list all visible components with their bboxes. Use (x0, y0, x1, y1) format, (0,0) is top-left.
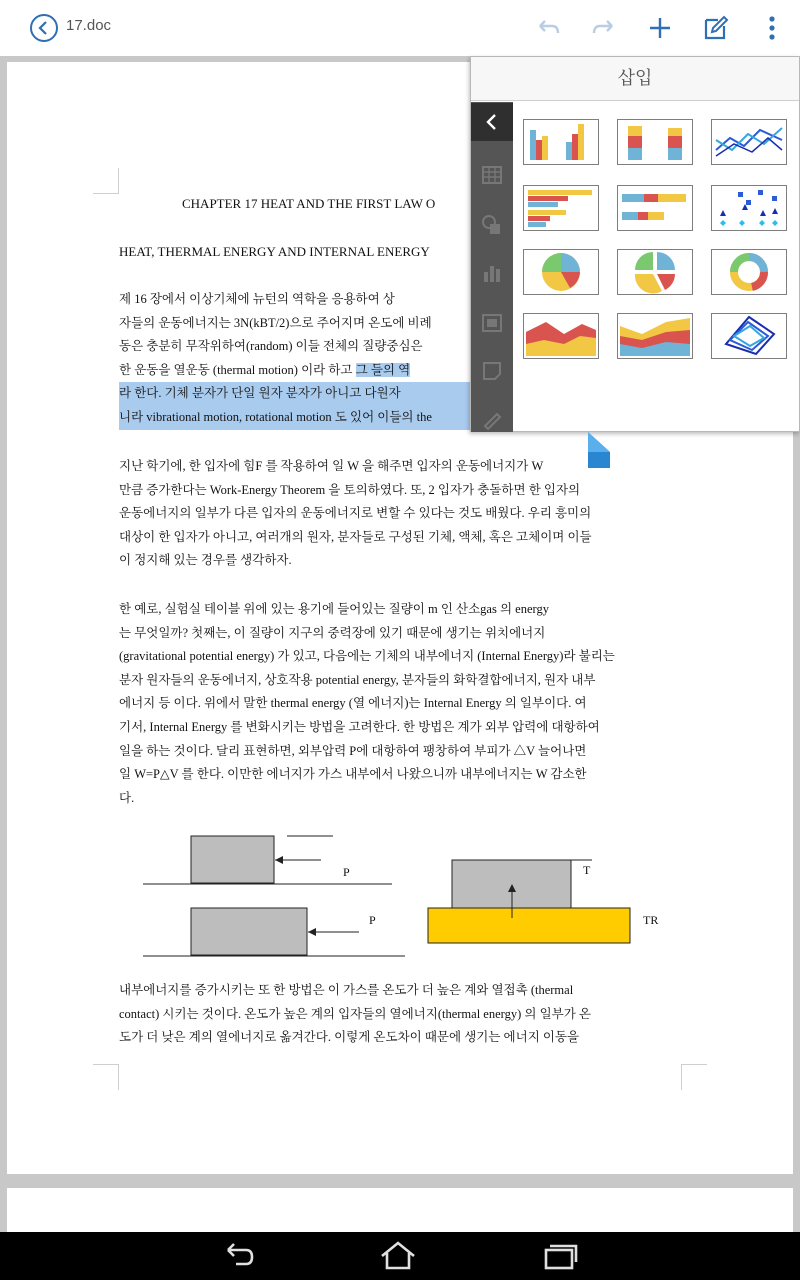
text-line: 만큼 증가한다는 Work-Energy Theorem 을 토의하였다. 또, 2 입자가 충돌하면 한 입자의 (119, 482, 581, 497)
add-icon[interactable] (644, 12, 676, 44)
redo-icon[interactable] (588, 12, 620, 44)
exploded-pie-chart-option[interactable] (617, 249, 693, 295)
selected-text-line[interactable]: 라 한다. 기체 분자가 단일 원자 분자가 아니고 다원자 (119, 382, 685, 406)
line-chart-option[interactable] (711, 119, 787, 165)
column-chart-option[interactable] (523, 119, 599, 165)
video-icon[interactable] (479, 310, 505, 336)
gas-box-top (191, 836, 274, 883)
selection-handle[interactable] (586, 432, 612, 472)
text-line: 는 무엇일까? 첫째는, 이 질량이 지구의 중력장에 있기 때문에 생기는 위치에너지 (119, 625, 546, 640)
stacked-bar-chart-option[interactable] (617, 185, 693, 231)
margin-corner-top-left (93, 168, 119, 194)
memo-icon[interactable] (479, 358, 505, 384)
document-title: 17.doc (66, 17, 112, 34)
text-line: contact) 시키는 것이다. 온도가 높은 계의 입자들의 열에너지(thermal energy) 의 일부가 온 (119, 1006, 591, 1021)
reservoir-temperature-label: TR (643, 913, 659, 927)
edit-icon[interactable] (700, 12, 732, 44)
pressure-label-top: P (343, 865, 350, 879)
insert-panel (470, 56, 800, 432)
doughnut-chart-option[interactable] (711, 249, 787, 295)
section-heading: HEAT, THERMAL ENERGY AND INTERNAL ENERGY (119, 244, 430, 259)
text-line: 일 W=P△V 를 한다. 이만한 에너지가 가스 내부에서 나왔으니까 내부에너지는 W 감소한 (119, 767, 587, 782)
insert-panel-title: 삽입 (471, 57, 799, 101)
top-app-bar (0, 0, 800, 56)
back-arrow-icon[interactable] (471, 103, 513, 141)
text-line: 도가 더 낮은 계의 열에너지로 옮겨간다. 이렇게 온도차이 때문에 생기는 에너지 이동을 (119, 1030, 580, 1045)
thermodynamics-diagram (137, 830, 697, 960)
margin-corner-bottom-left (93, 1064, 119, 1090)
more-vert-icon[interactable] (756, 12, 788, 44)
arrowhead-bottom (308, 928, 316, 936)
nav-back-icon[interactable] (218, 1240, 258, 1272)
text-line: 다. (119, 790, 135, 805)
text-line: 분자 원자들의 운동에너지, 상호작용 potential energy, 분자들의 화학결합에너지, 원자 내부 (119, 672, 596, 687)
nav-home-icon[interactable] (378, 1240, 418, 1272)
insert-category-rail (471, 102, 513, 432)
selected-text[interactable]: 그 들의 역 (355, 362, 411, 377)
temperature-label: T (583, 863, 591, 877)
area-chart-option[interactable] (523, 313, 599, 359)
margin-corner-bottom-right (681, 1064, 707, 1090)
radar-chart-option[interactable] (711, 313, 787, 359)
shape-icon[interactable] (479, 212, 505, 238)
arrowhead-top (275, 856, 283, 864)
table-icon[interactable] (479, 162, 505, 188)
pen-icon[interactable] (479, 406, 505, 432)
scatter-chart-option[interactable] (711, 185, 787, 231)
paragraph-4[interactable] (119, 979, 685, 1050)
text-line: 내부에너지를 증가시키는 또 한 방법은 이 가스를 온도가 더 높은 계와 열접촉 (thermal (119, 983, 574, 997)
text-line: 동은 충분히 무작위하여(random) 이들 전체의 질량중심은 (119, 339, 423, 354)
gas-box-bottom (191, 908, 307, 955)
heat-reservoir (428, 908, 630, 943)
text-line: 운동에너지의 일부가 다른 입자의 운동에너지로 변할 수 있다는 것도 배웠다. 우리 흥미의 (119, 506, 592, 521)
text-line: 자들의 운동에너지는 3N(kBT/2)으로 주어지며 온도에 비례 (119, 315, 432, 330)
back-icon[interactable] (30, 14, 58, 42)
text-line: 기서, Internal Energy 를 변화시키는 방법을 고려한다. 한 방법은 계가 외부 압력에 대항하여 (119, 719, 600, 734)
bar-chart-option[interactable] (523, 185, 599, 231)
stacked-area-chart-option[interactable] (617, 313, 693, 359)
text-line: 일을 하는 것이다. 달리 표현하면, 외부압력 P에 대항하여 팽창하여 부피가 △V 늘어나면 (119, 743, 587, 758)
paragraph-3[interactable] (119, 598, 685, 810)
text-line: 에너지 등 이다. 위에서 말한 thermal energy (열 에너지)는 Internal Energy 의 일부이다. 여 (119, 696, 587, 711)
chapter-heading: CHAPTER 17 HEAT AND THE FIRST LAW O (182, 196, 436, 211)
text-segment: 한 운동을 열운동 (thermal motion) 이라 하고 (119, 362, 356, 377)
stacked-column-chart-option[interactable] (617, 119, 693, 165)
paragraph-2[interactable] (119, 455, 685, 573)
text-line: 대상이 한 입자가 아니고, 여러개의 원자, 분자들로 구성된 기체, 액체, 혹은 고체이며 이들 (119, 529, 592, 544)
text-line: 이 정지해 있는 경우를 생각하자. (119, 553, 292, 568)
text-line: 한 예로, 실험실 테이블 위에 있는 용기에 들어있는 질량이 m 인 산소gas 의 energy (119, 602, 549, 616)
selected-text-line[interactable]: 니라 vibrational motion, rotational motion 도 있어 이들의 the (119, 406, 685, 430)
pressure-label-bottom: P (369, 913, 376, 927)
pie-chart-option[interactable] (523, 249, 599, 295)
text-line: 제 16 장에서 이상기체에 뉴턴의 역학을 응용하여 상 (119, 292, 395, 306)
undo-icon[interactable] (532, 12, 564, 44)
text-line: (gravitational potential energy) 가 있고, 다음에는 기체의 내부에너지 (Internal Energy)라 불리는 (119, 649, 615, 664)
chart-icon[interactable] (479, 260, 505, 286)
system-navigation-bar (0, 1232, 800, 1280)
text-line: 지난 학기에, 한 입자에 힘F 를 작용하여 일 W 을 해주면 입자의 운동에너지가 W (119, 459, 544, 473)
nav-recents-icon[interactable] (540, 1240, 580, 1272)
